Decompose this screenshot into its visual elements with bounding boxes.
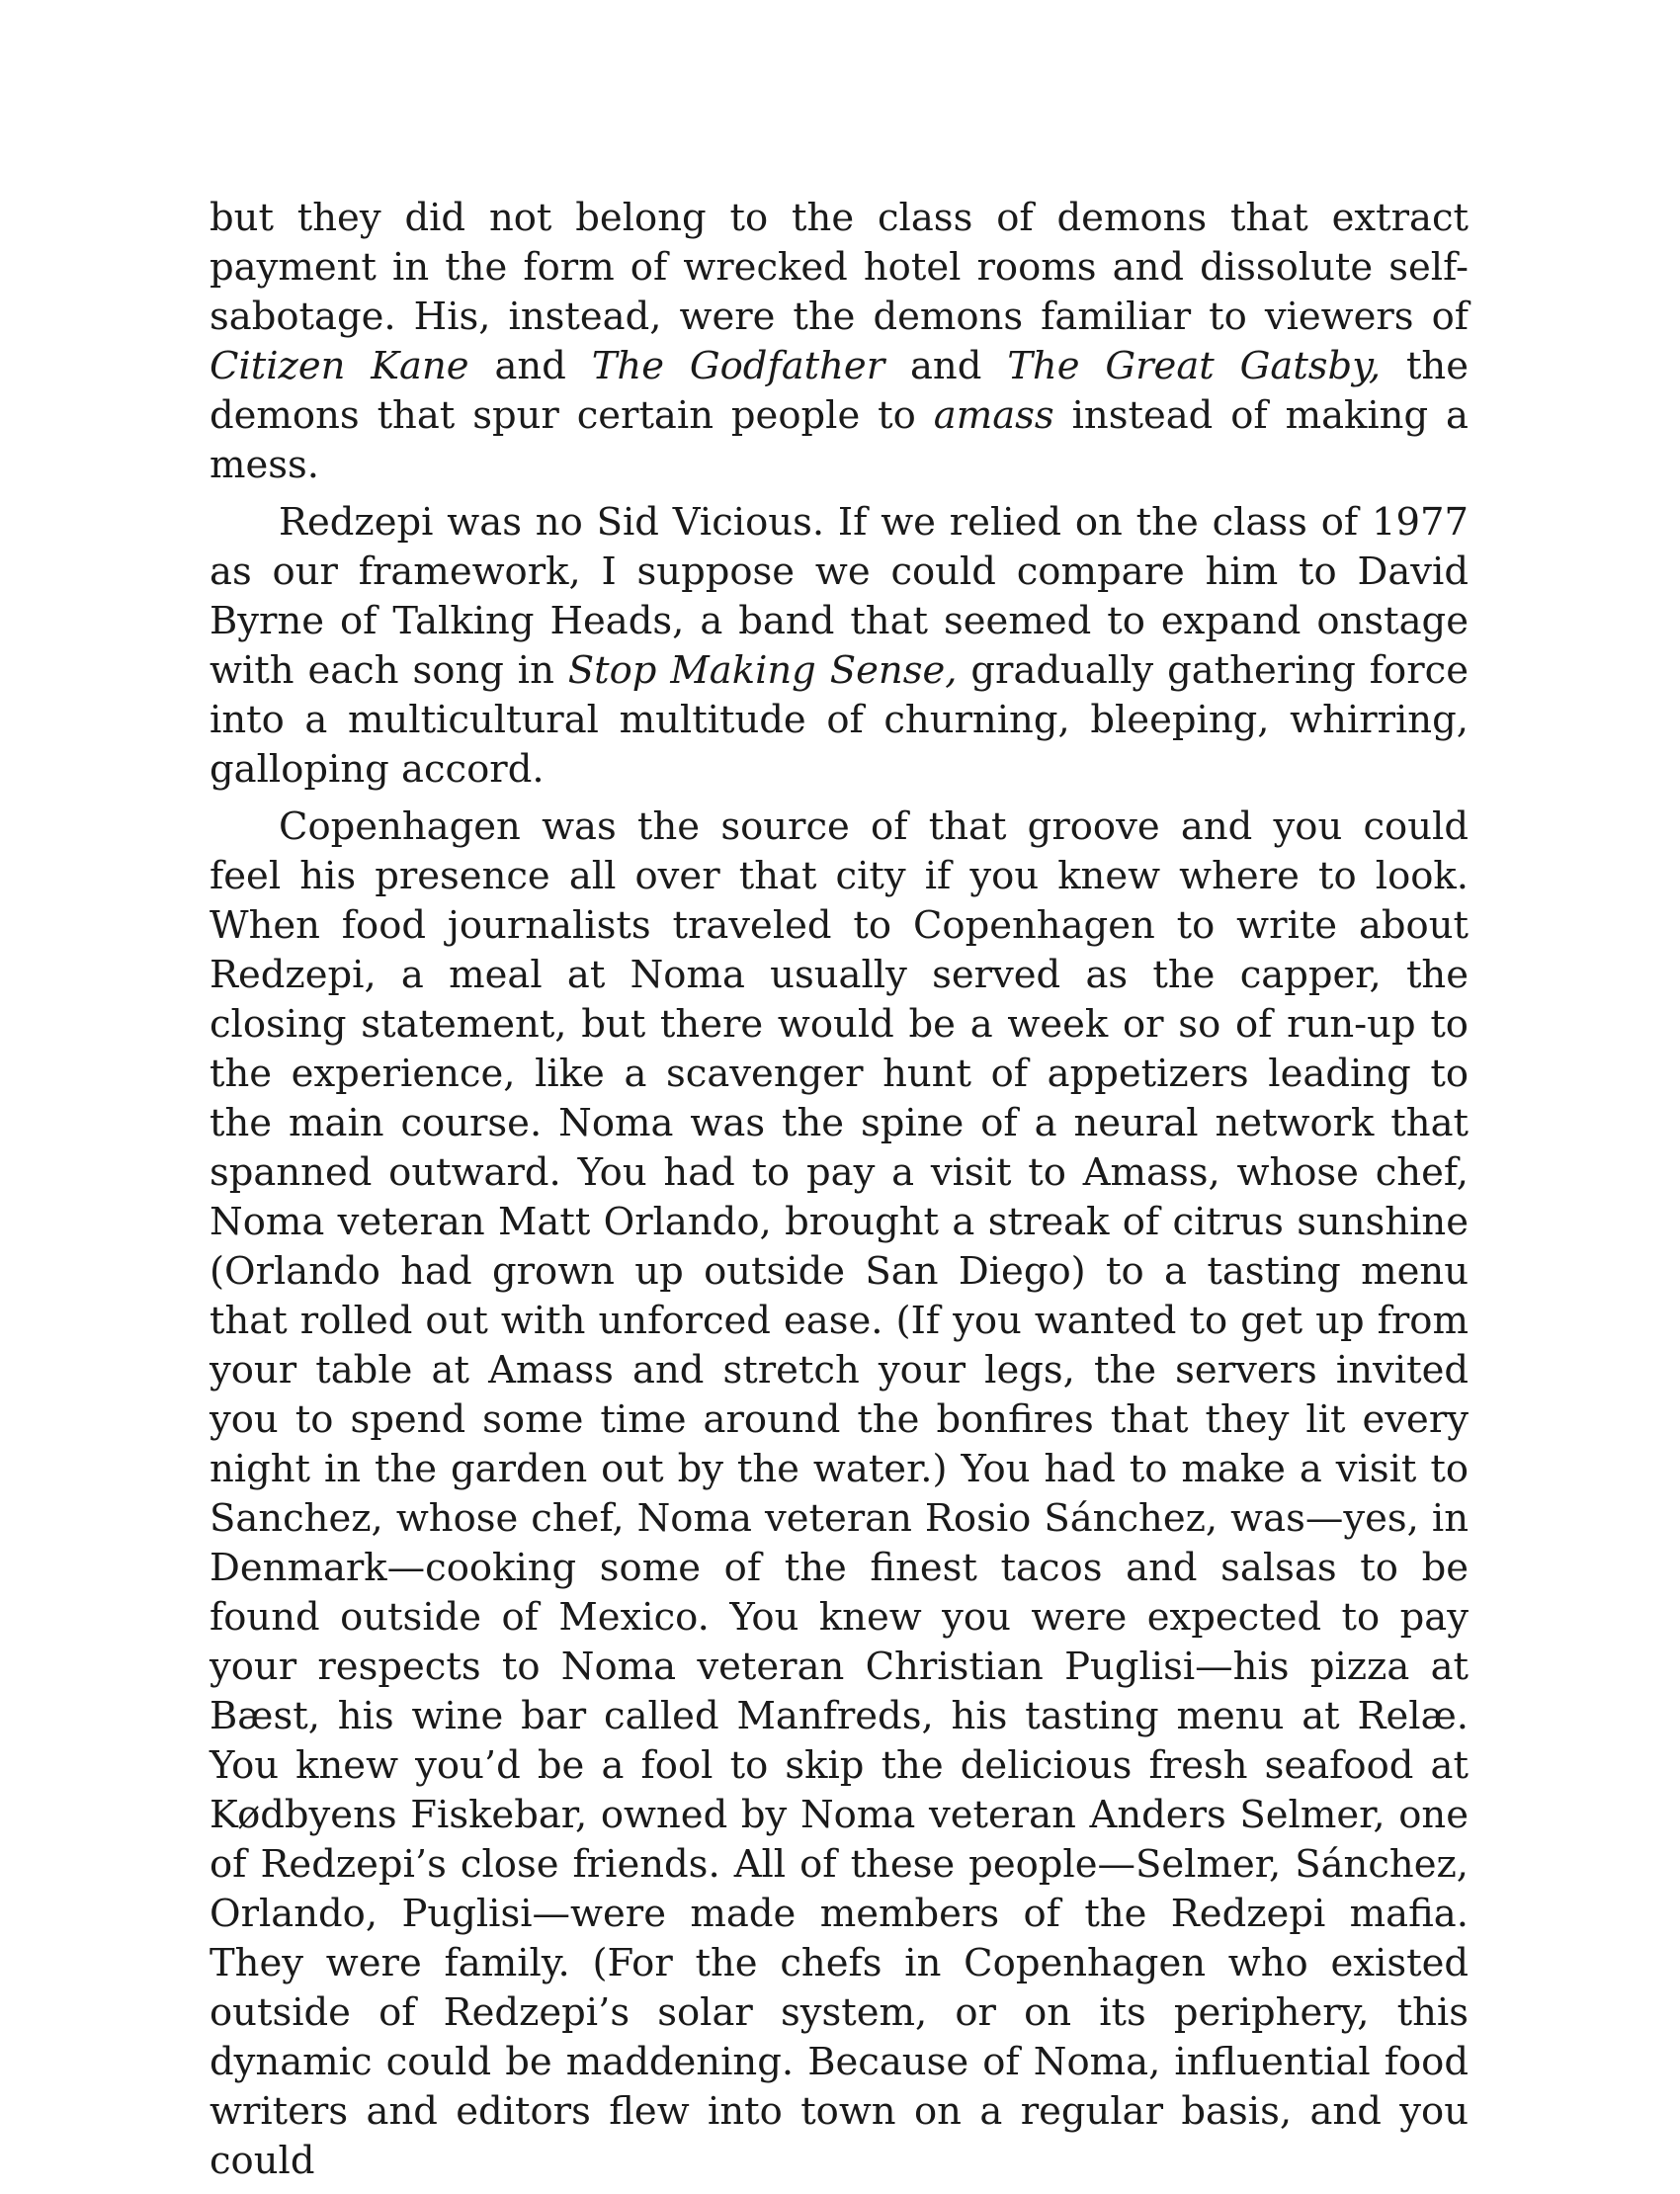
text-segment: Copenhagen was the source of that groove and you could feel his presence all over that city if you knew where to look. When food journalists traveled to Copenhagen to write about Redzepi, a meal at Noma usually served as the capper, the closing statement, but there would be a week or so of run-up to the experience, like a scavenger hunt of appetizers leading to the main course. Noma was the spine of a neural network that spanned outward. You had to pay a visit to Amass, whose chef, Noma veteran Matt Orlando, brought a streak of citrus sunshine (Orlando had grown up outside San Diego) to a tasting menu that rolled out with unforced ease. (If you wanted to get up from your table at Amass and stretch your legs, the servers invited you to spend some time around the bonfires that they lit every night in the garden out by the water.) You had to make a visit to Sanchez, whose chef, Noma veteran Rosio Sánchez, was—yes, in Denmark—cooking some of the finest tacos and salsas to be found outside of Mexico. You knew you were expected to pay your respects to Noma veteran Christian Puglisi—his pizza at Bæst, his wine bar called Manfreds, his tasting menu at Relæ. You knew you’d be a fool to skip the delicious fresh seafood at Kødbyens Fiskebar, owned by Noma veteran Anders Selmer, one of Redzepi’s close friends. All of these people—Selmer, Sánchez, Orlando, Puglisi—were made members of the Redzepi mafia. They were family. (For the chefs in Copenhagen who existed outside of Redzepi’s solar system, or on its periphery, this dynamic could be maddening. Because of Noma, influential food writers and editors flew into town on a regular basis, and you could (210, 804, 1469, 2183)
text-segment: the demons that spur certain people to (210, 344, 1470, 438)
italic-title-citizen-kane: Citizen Kane (210, 344, 469, 388)
text-segment: gradually gathering force into a multicultural multitude of churning, bleeping, whirring, galloping accord. (210, 648, 1469, 792)
text-segment: instead of making a mess. (210, 393, 1469, 487)
italic-word-amass: amass (933, 393, 1054, 438)
paragraph-sid-vicious (210, 498, 1469, 795)
italic-title-the-great-gatsby: The Great Gatsby, (1007, 344, 1382, 388)
paragraph-demons (210, 194, 1469, 490)
text-segment: and (884, 344, 1008, 388)
text-segment: and (468, 344, 592, 388)
book-page (210, 194, 1469, 2194)
italic-title-the-godfather: The Godfather (591, 344, 885, 388)
text-segment: Redzepi was no Sid Vicious. If we relied on the class of 1977 as our framework, I suppose we could compare him to David Byrne of Talking Heads, a band that seemed to expand onstage with each song in (210, 500, 1469, 693)
paragraph-copenhagen (210, 802, 1469, 2186)
text-segment: but they did not belong to the class of demons that extract payment in the form of wrecked hotel rooms and dissolute self-sabotage. His, instead, were the demons familiar to viewers of (210, 196, 1469, 339)
italic-title-stop-making-sense: Stop Making Sense, (567, 648, 958, 693)
